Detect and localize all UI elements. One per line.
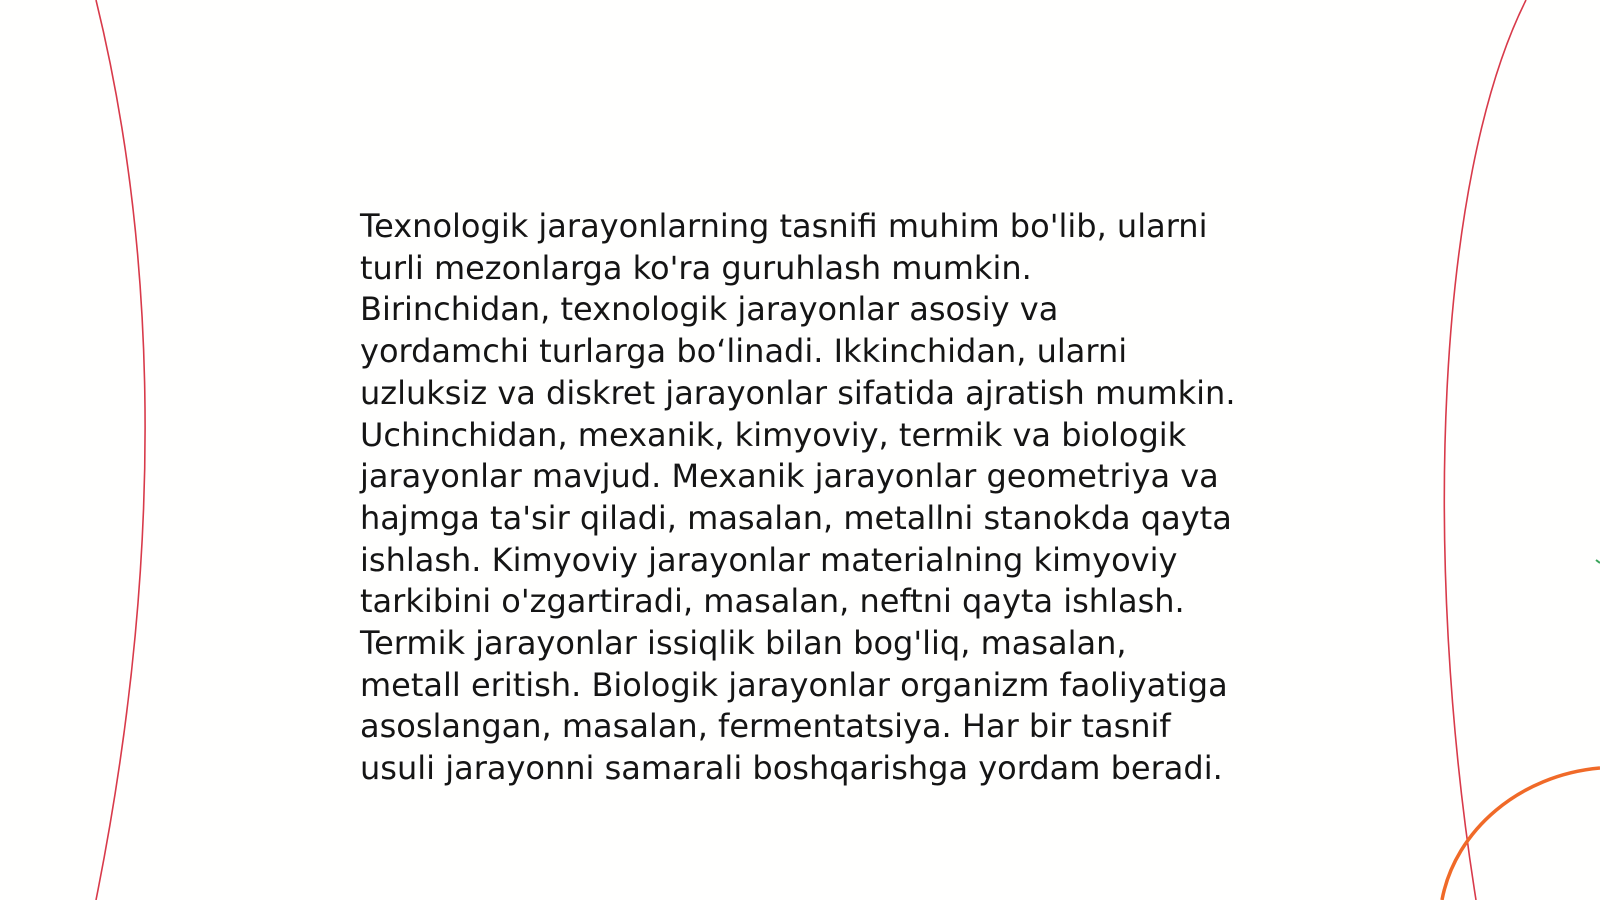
paragraph-line-8: hajmga ta'sir qiladi, masalan, metallni stanokda qayta: [360, 498, 1232, 537]
body-paragraph: [360, 206, 1260, 790]
paragraph-line-9: ishlash. Kimyoviy jarayonlar materialning kimyoviy: [360, 540, 1178, 579]
paragraph-line-14: usuli jarayonni samarali boshqarishga yordam beradi.: [360, 749, 1223, 788]
left-curve: [96, 0, 145, 900]
paragraph-line-12: metall eritish. Biologik jarayonlar organizm faoliyatiga: [360, 665, 1228, 704]
paragraph-line-2: turli mezonlarga ko'ra guruhlash mumkin.: [360, 248, 1032, 287]
paragraph-line-5: uzluksiz va diskret jarayonlar sifatida ajratish mumkin.: [360, 373, 1236, 412]
paragraph-line-13: asoslangan, masalan, fermentatsiya. Har bir tasnif: [360, 707, 1171, 746]
paragraph-line-7: jarayonlar mavjud. Mexanik jarayonlar geometriya va: [360, 457, 1219, 496]
paragraph-line-10: tarkibini o'zgartiradi, masalan, neftni qayta ishlash.: [360, 582, 1185, 621]
paragraph-line-1: Texnologik jarayonlarning tasnifi muhim bo'lib, ularni: [360, 207, 1208, 245]
paragraph-line-4: yordamchi turlarga boʻlinadi. Ikkinchidan, ularni: [360, 332, 1128, 371]
paragraph-line-11: Termik jarayonlar issiqlik bilan bog'liq, masalan,: [360, 624, 1127, 663]
paragraph-line-3: Birinchidan, texnologik jarayonlar asosiy va: [360, 290, 1059, 329]
right-curve: [1444, 0, 1526, 900]
green-tick: [1596, 560, 1600, 563]
paragraph-line-6: Uchinchidan, mexanik, kimyoviy, termik va biologik: [360, 415, 1187, 454]
